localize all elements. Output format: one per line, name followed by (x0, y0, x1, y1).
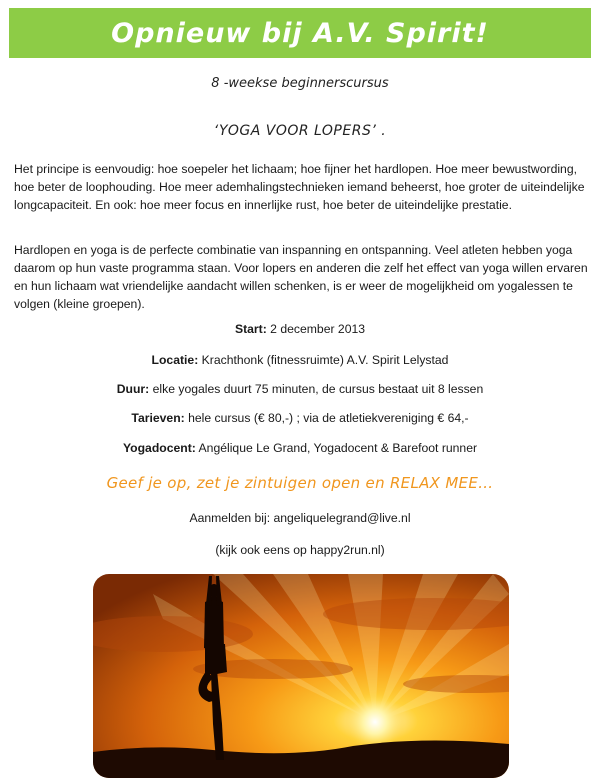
start-label: Start: (234, 322, 267, 336)
duration-row (0, 382, 600, 396)
location-label: Locatie: (151, 353, 199, 367)
yoga-sunset-photo (93, 574, 509, 778)
description-paragraph: Hardlopen en yoga is de perfecte combinatie van inspanning en ontspanning. Veel atleten hebben yoga daarom op hun vaste programma staan. Voor lopers en anderen die zelf het effect van yoga willen ervaren en hun lichaam wat vriendelijke aandacht willen schenken, is er weer de mogelijkheid om yogalessen te volgen (kleine groepen). (14, 243, 588, 311)
course-name: ‘YOGA VOOR LOPERS’ . (213, 123, 387, 139)
rates-row (0, 411, 600, 425)
look-also-line: (kijk ook eens op happy2run.nl) (215, 543, 385, 557)
location-value: Krachthonk (fitnessruimte) A.V. Spirit Lelystad (198, 353, 449, 367)
slogan: Geef je op, zet je zintuigen open en RELAX MEE… (106, 474, 494, 492)
start-value: 2 december 2013 (266, 322, 366, 336)
duration-value: elke yogales duurt 75 minuten, de cursus bestaat uit 8 lessen (149, 382, 484, 396)
rates-label: Tarieven: (131, 411, 185, 425)
teacher-row (0, 441, 600, 455)
register-line: Aanmelden bij: angeliquelegrand@live.nl (189, 511, 411, 525)
intro-paragraph: Het principe is eenvoudig: hoe soepeler het lichaam; hoe fijner het hardlopen. Hoe meer bewustwording, hoe beter de loophouding. Hoe meer ademhalingstechnieken iemand beheerst, hoe groter de uiteindelijke longcapaciteit. En ook: hoe meer focus en innerlijke rust, hoe beter de uiteindelijke prestatie. (14, 162, 585, 212)
course-subtitle: 8 -weekse beginnerscursus (211, 76, 389, 91)
duration-label: Duur: (116, 382, 150, 396)
teacher-value: Angélique Le Grand, Yogadocent & Barefoot runner (195, 441, 478, 455)
header-banner (9, 8, 591, 58)
yoga-silhouette-icon (93, 574, 509, 778)
page-title: Opnieuw bij A.V. Spirit! (111, 17, 489, 49)
rates-value: hele cursus (€ 80,-) ; via de atletiekvereniging € 64,- (184, 411, 469, 425)
start-row (0, 322, 600, 336)
teacher-label: Yogadocent: (122, 441, 196, 455)
location-row (0, 353, 600, 367)
